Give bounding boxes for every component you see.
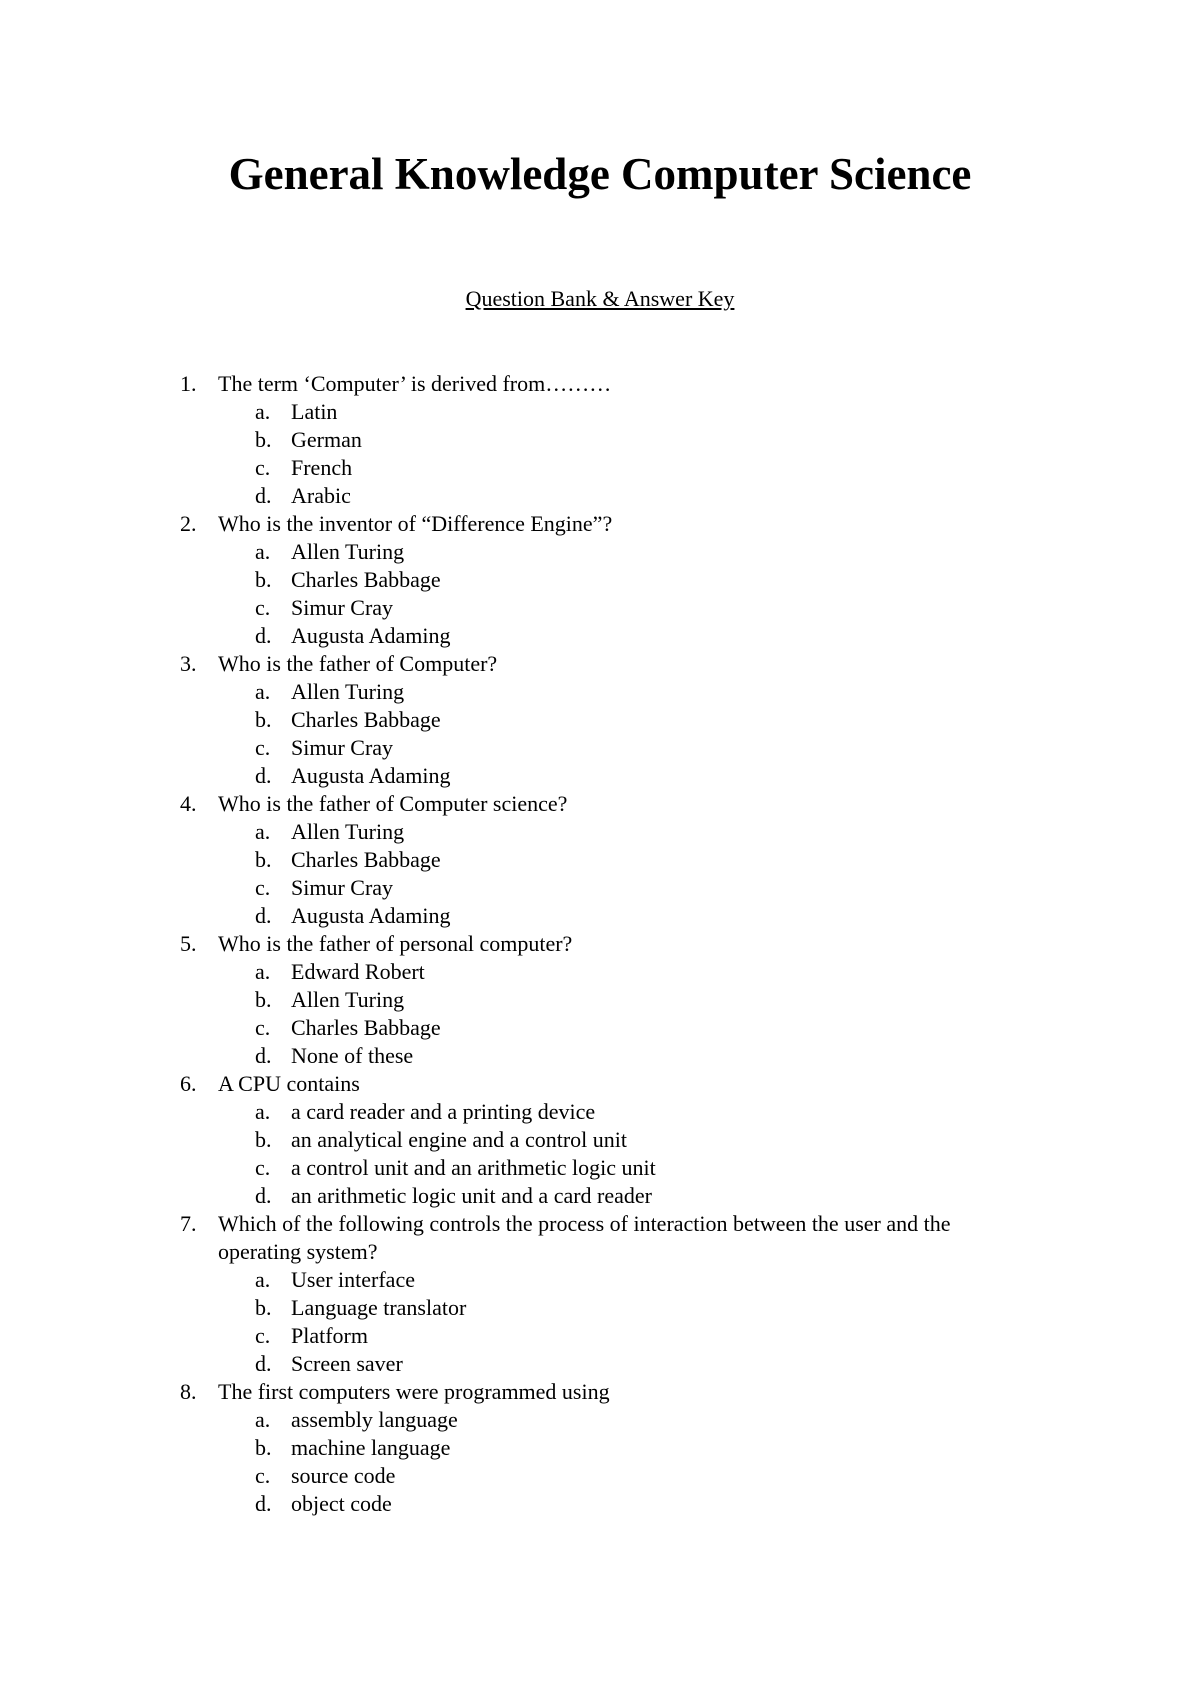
option-letter: a. (255, 1267, 271, 1292)
question-text: Who is the inventor of “Difference Engine”? (218, 511, 613, 536)
option-item (0, 706, 1200, 734)
option-text: a control unit and an arithmetic logic unit (291, 1155, 656, 1180)
option-list (0, 1266, 1200, 1378)
option-item (0, 1014, 1200, 1042)
question-text: Who is the father of Computer science? (218, 791, 568, 816)
option-letter: d. (255, 1183, 272, 1208)
option-text: Arabic (291, 483, 351, 508)
option-letter: b. (255, 847, 272, 872)
option-item (0, 1182, 1200, 1210)
question-item (0, 790, 1200, 930)
question-number: 2. (180, 511, 197, 536)
option-item (0, 1350, 1200, 1378)
option-text: an arithmetic logic unit and a card reader (291, 1183, 652, 1208)
option-text: Augusta Adaming (291, 623, 451, 648)
option-text: Allen Turing (291, 819, 405, 844)
option-list (0, 1098, 1200, 1210)
option-letter: b. (255, 987, 272, 1012)
option-item (0, 1126, 1200, 1154)
option-item (0, 1042, 1200, 1070)
option-letter: d. (255, 1351, 272, 1376)
option-text: Simur Cray (291, 735, 394, 760)
option-letter: c. (255, 1015, 271, 1040)
option-text: Charles Babbage (291, 707, 441, 732)
option-text: Augusta Adaming (291, 763, 451, 788)
option-text: Charles Babbage (291, 567, 441, 592)
option-item (0, 398, 1200, 426)
option-letter: c. (255, 1323, 271, 1348)
option-letter: b. (255, 707, 272, 732)
option-letter: a. (255, 1099, 271, 1124)
option-item (0, 1322, 1200, 1350)
option-text: Allen Turing (291, 679, 405, 704)
question-text: The term ‘Computer’ is derived from……… (218, 371, 612, 396)
option-item (0, 762, 1200, 790)
option-text: German (291, 427, 362, 452)
option-letter: d. (255, 903, 272, 928)
option-letter: c. (255, 735, 271, 760)
option-text: Latin (291, 399, 338, 424)
option-text: an analytical engine and a control unit (291, 1127, 627, 1152)
question-item (0, 510, 1200, 650)
question-text: A CPU contains (218, 1071, 360, 1096)
option-text: machine language (291, 1435, 451, 1460)
option-letter: a. (255, 539, 271, 564)
question-number: 3. (180, 651, 197, 676)
option-text: Allen Turing (291, 539, 405, 564)
question-item (0, 1378, 1200, 1518)
option-text: Charles Babbage (291, 1015, 441, 1040)
option-item (0, 566, 1200, 594)
question-text: The first computers were programmed using (218, 1379, 610, 1404)
option-text: assembly language (291, 1407, 458, 1432)
question-item (0, 1070, 1200, 1210)
option-item (0, 482, 1200, 510)
option-text: User interface (291, 1267, 415, 1292)
option-text: Simur Cray (291, 595, 394, 620)
option-letter: a. (255, 959, 271, 984)
question-list (0, 370, 1200, 1518)
option-item (0, 1462, 1200, 1490)
option-text: object code (291, 1491, 392, 1516)
option-list (0, 538, 1200, 650)
option-letter: a. (255, 399, 271, 424)
option-list (0, 958, 1200, 1070)
question-text: Who is the father of personal computer? (218, 931, 573, 956)
option-text: None of these (291, 1043, 414, 1068)
question-number: 5. (180, 931, 197, 956)
question-number: 8. (180, 1379, 197, 1404)
option-text: Charles Babbage (291, 847, 441, 872)
option-item (0, 678, 1200, 706)
option-item (0, 846, 1200, 874)
option-letter: d. (255, 763, 272, 788)
question-item (0, 650, 1200, 790)
question-number: 4. (180, 791, 197, 816)
option-letter: d. (255, 483, 272, 508)
option-text: Language translator (291, 1295, 467, 1320)
option-item (0, 1154, 1200, 1182)
question-text: Who is the father of Computer? (218, 651, 498, 676)
option-item (0, 1434, 1200, 1462)
option-letter: b. (255, 1295, 272, 1320)
option-letter: d. (255, 1491, 272, 1516)
option-text: source code (291, 1463, 396, 1488)
option-item (0, 538, 1200, 566)
option-item (0, 902, 1200, 930)
option-list (0, 1406, 1200, 1518)
page-title: General Knowledge Computer Science (228, 149, 972, 199)
option-letter: c. (255, 595, 271, 620)
option-letter: d. (255, 1043, 272, 1068)
option-list (0, 398, 1200, 510)
option-letter: a. (255, 679, 271, 704)
question-number: 1. (180, 371, 197, 396)
option-item (0, 958, 1200, 986)
question-number: 7. (180, 1211, 197, 1236)
question-number: 6. (180, 1071, 197, 1096)
option-item (0, 622, 1200, 650)
option-item (0, 734, 1200, 762)
option-text: Simur Cray (291, 875, 394, 900)
option-letter: b. (255, 567, 272, 592)
option-list (0, 678, 1200, 790)
option-item (0, 874, 1200, 902)
option-letter: a. (255, 819, 271, 844)
question-item (0, 370, 1200, 510)
option-item (0, 1406, 1200, 1434)
option-letter: d. (255, 623, 272, 648)
option-letter: c. (255, 1155, 271, 1180)
document-subtitle: Question Bank & Answer Key (465, 286, 735, 311)
option-letter: b. (255, 427, 272, 452)
option-item (0, 1490, 1200, 1518)
option-item (0, 454, 1200, 482)
option-letter: b. (255, 1435, 272, 1460)
option-text: Platform (291, 1323, 368, 1348)
question-text: Which of the following controls the process of interaction between the user and the operating system? (218, 1211, 951, 1264)
option-letter: a. (255, 1407, 271, 1432)
option-letter: c. (255, 1463, 271, 1488)
option-letter: b. (255, 1127, 272, 1152)
option-text: Edward Robert (291, 959, 425, 984)
option-item (0, 1294, 1200, 1322)
option-list (0, 818, 1200, 930)
option-item (0, 594, 1200, 622)
option-text: French (291, 455, 353, 480)
option-text: Allen Turing (291, 987, 405, 1012)
option-item (0, 1266, 1200, 1294)
option-item (0, 1098, 1200, 1126)
option-text: Screen saver (291, 1351, 403, 1376)
option-letter: c. (255, 875, 271, 900)
option-item (0, 986, 1200, 1014)
option-item (0, 818, 1200, 846)
option-text: Augusta Adaming (291, 903, 451, 928)
question-item (0, 930, 1200, 1070)
question-item (0, 1210, 1200, 1378)
option-item (0, 426, 1200, 454)
option-letter: c. (255, 455, 271, 480)
option-text: a card reader and a printing device (291, 1099, 596, 1124)
